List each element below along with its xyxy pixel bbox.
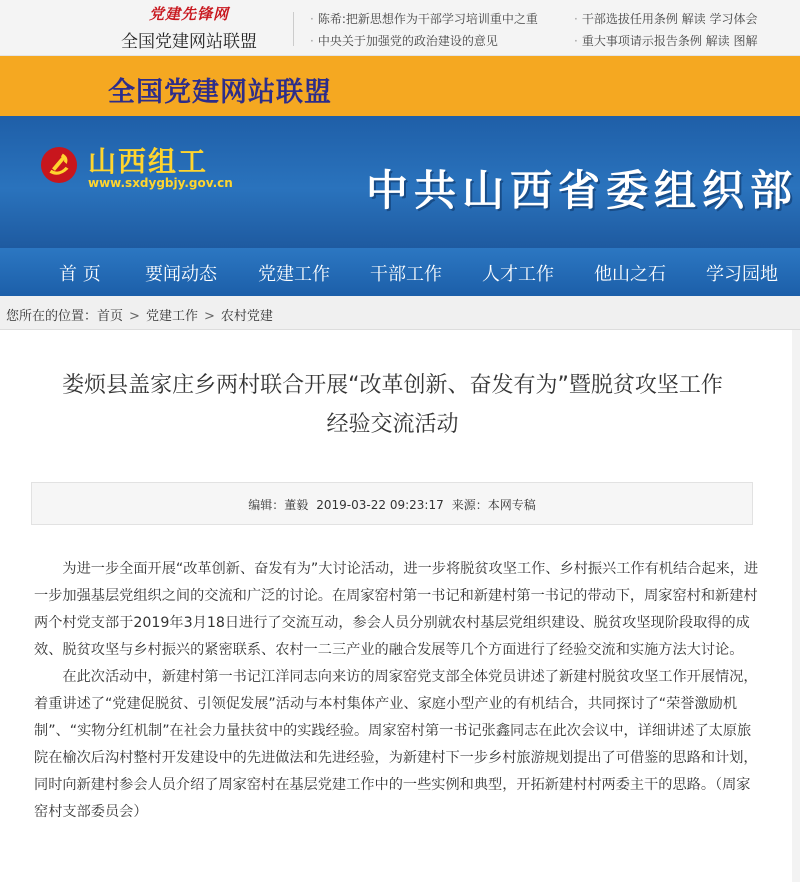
top-link[interactable]: · 陈希:把新思想作为干部学习培训重中之重 [310,8,538,30]
article-paragraph: 在此次活动中，新建村第一书记江洋同志向来访的周家窑党支部全体党员讲述了新建村脱贫攻坚工作开展情况，着重讲述了“党建促脱贫、引领促发展”活动与本村集体产业、家庭小型产业的有机结合，共同探讨了“荣誉激励机制”、“实物分红机制”在社会力量扶贫中的实践经验。周家窑村第一书记张鑫同志在此次会议中，详细讲述了太原旅院在榆次后沟村整村开发建设中的先进做法和先进经验，为新建村下一步乡村旅游规划提出了可借鉴的思路和计划，同时向新建村参会人员介绍了周家窑村在基层党建工作中的一些实例和典型，开拓新建村村两委主干的思路。（周家窑村支部委员会） [34,669,758,820]
editor-name: 董毅 [284,498,309,512]
article-title-line1: 娄烦县盖家庄乡两村联合开展“改革创新、奋发有为”暨脱贫攻坚工作 [62,373,723,398]
union-logo[interactable] [104,3,274,52]
nav-item-study[interactable]: 学习园地 [706,264,778,285]
top-link[interactable]: · 干部选拔任用条例 解读 学习体会 [574,8,757,30]
chevron-right-icon: > [203,309,215,324]
editor-label: 编辑： [248,498,285,512]
scrollbar[interactable] [792,330,800,882]
top-link[interactable]: · 中央关于加强党的政治建设的意见 [310,30,538,52]
article-body [34,556,760,826]
union-name: 全国党建网站联盟 [121,32,257,52]
nav-item-news[interactable]: 要闻动态 [145,264,217,285]
nav-item-talent-work[interactable]: 人才工作 [482,264,554,285]
main-nav [0,248,800,296]
divider [293,12,294,46]
article-paragraph: 为进一步全面开展“改革创新、奋发有为”大讨论活动，进一步将脱贫攻坚工作、乡村振兴工作有机结合起来，进一步加强基层党组织之间的交流和广泛的讨论。在周家窑村第一书记和新建村第一书记的带动下，周家窑村和新建村两个村党支部于2019年3月18日进行了交流互动，参会人员分别就农村基层党组织建设、脱贫攻坚现阶段取得的成效、脱贫攻坚与乡村振兴的紧密联系、农村一二三产业的融合发展等几个方面进行了经验交流和实施方法大讨论。 [34,561,759,658]
breadcrumb-home[interactable]: 首页 [97,309,124,324]
site-banner [0,116,800,248]
article-title [10,366,775,444]
nav-item-home[interactable]: 首 页 [59,264,101,285]
nav-item-party-work[interactable]: 党建工作 [258,264,330,285]
article-title-line2: 经验交流活动 [326,412,459,437]
breadcrumb [0,296,800,330]
source-label: 来源： [451,498,488,512]
nav-item-other-stones[interactable]: 他山之石 [594,264,666,285]
chevron-right-icon: > [129,309,140,324]
union-band-title[interactable]: 全国党建网站联盟 [108,77,332,108]
brand-logo-text: 党建先锋网 [148,5,229,23]
breadcrumb-prefix: 您所在的位置： [6,309,98,324]
top-links-col2 [574,8,757,52]
article-meta [31,482,753,525]
banner-title: 中共山西省委组织部 [366,166,799,215]
union-band [0,56,800,116]
nav-item-cadre-work[interactable]: 干部工作 [370,264,442,285]
breadcrumb-rural-party[interactable]: 农村党建 [220,309,273,324]
site-name[interactable]: 山西组工 [88,145,209,178]
site-url: www.sxdygbjy.gov.cn [88,176,233,190]
source-name: 本网专稿 [487,498,536,512]
party-emblem-icon [40,146,78,184]
publish-datetime: 2019-03-22 09:23:17 [316,498,444,512]
top-link[interactable]: · 重大事项请示报告条例 解读 图解 [574,30,757,52]
top-strip [0,0,800,56]
breadcrumb-party-work[interactable]: 党建工作 [145,309,198,324]
top-links-col1 [310,8,538,52]
